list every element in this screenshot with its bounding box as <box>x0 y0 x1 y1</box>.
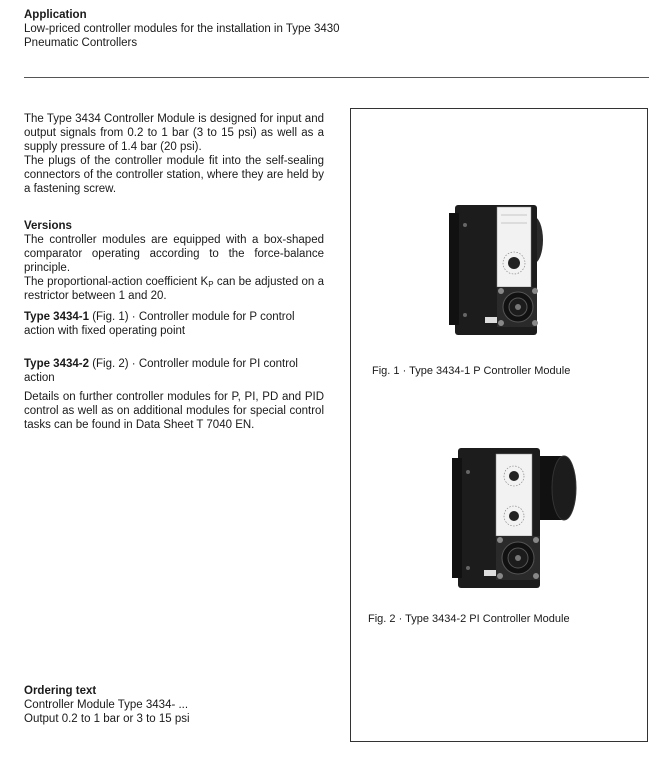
type-3434-1-entry <box>24 310 324 338</box>
versions-heading: Versions <box>24 220 72 232</box>
type-3434-2-entry <box>24 357 324 385</box>
versions-paragraph-1: The controller modules are equipped with a box-shaped comparator operating according to the force-balance principle. <box>24 234 324 274</box>
fig2-caption: Fig. 2 · Type 3434-2 PI Controller Module <box>368 613 570 625</box>
application-text-line2: Pneumatic Controllers <box>24 37 138 49</box>
ordering-section <box>24 684 324 726</box>
horizontal-rule <box>24 77 649 78</box>
fig1-caption: Fig. 1 · Type 3434-1 P Controller Module <box>372 365 571 377</box>
ordering-line2: Output 0.2 to 1 bar or 3 to 15 psi <box>24 713 190 725</box>
intro-paragraph-2: The plugs of the controller module fit into the self-sealing connectors of the controller station, where they are held by a fastening screw. <box>24 155 324 195</box>
type-description: (Fig. 1) · Controller module for P control action with fixed operating point <box>24 311 295 337</box>
intro-section <box>24 112 324 196</box>
intro-paragraph-1: The Type 3434 Controller Module is designed for input and output signals from 0.2 to 1 bar (3 to 15 psi) as well as a supply pressure of 1.4 bar (20 psi). <box>24 113 324 153</box>
ordering-line1: Controller Module Type 3434- ... <box>24 699 189 711</box>
fig2-controller-module-image <box>448 442 582 592</box>
kp-subscript: P <box>208 280 214 289</box>
details-section <box>24 390 324 432</box>
versions-section <box>24 219 324 303</box>
versions-paragraph-2: The proportional-action coefficient $K_P$ can be adjusted on a restrictor between 1 and 20. <box>24 276 324 302</box>
application-text-line1: Low-priced controller modules for the installation in Type 3430 <box>24 23 340 35</box>
details-paragraph: Details on further controller modules for P, PI, PD and PID control as well as on additional modules for special control tasks can be found in Data Sheet T 7040 EN. <box>24 391 324 431</box>
application-section <box>24 8 424 50</box>
application-heading: Application <box>24 9 87 21</box>
type-description: (Fig. 2) · Controller module for PI control action <box>24 358 298 384</box>
type-name: Type 3434-2 <box>24 358 89 370</box>
fig1-controller-module-image <box>445 195 555 345</box>
ordering-heading: Ordering text <box>24 685 97 697</box>
type-name: Type 3434-1 <box>24 311 89 323</box>
